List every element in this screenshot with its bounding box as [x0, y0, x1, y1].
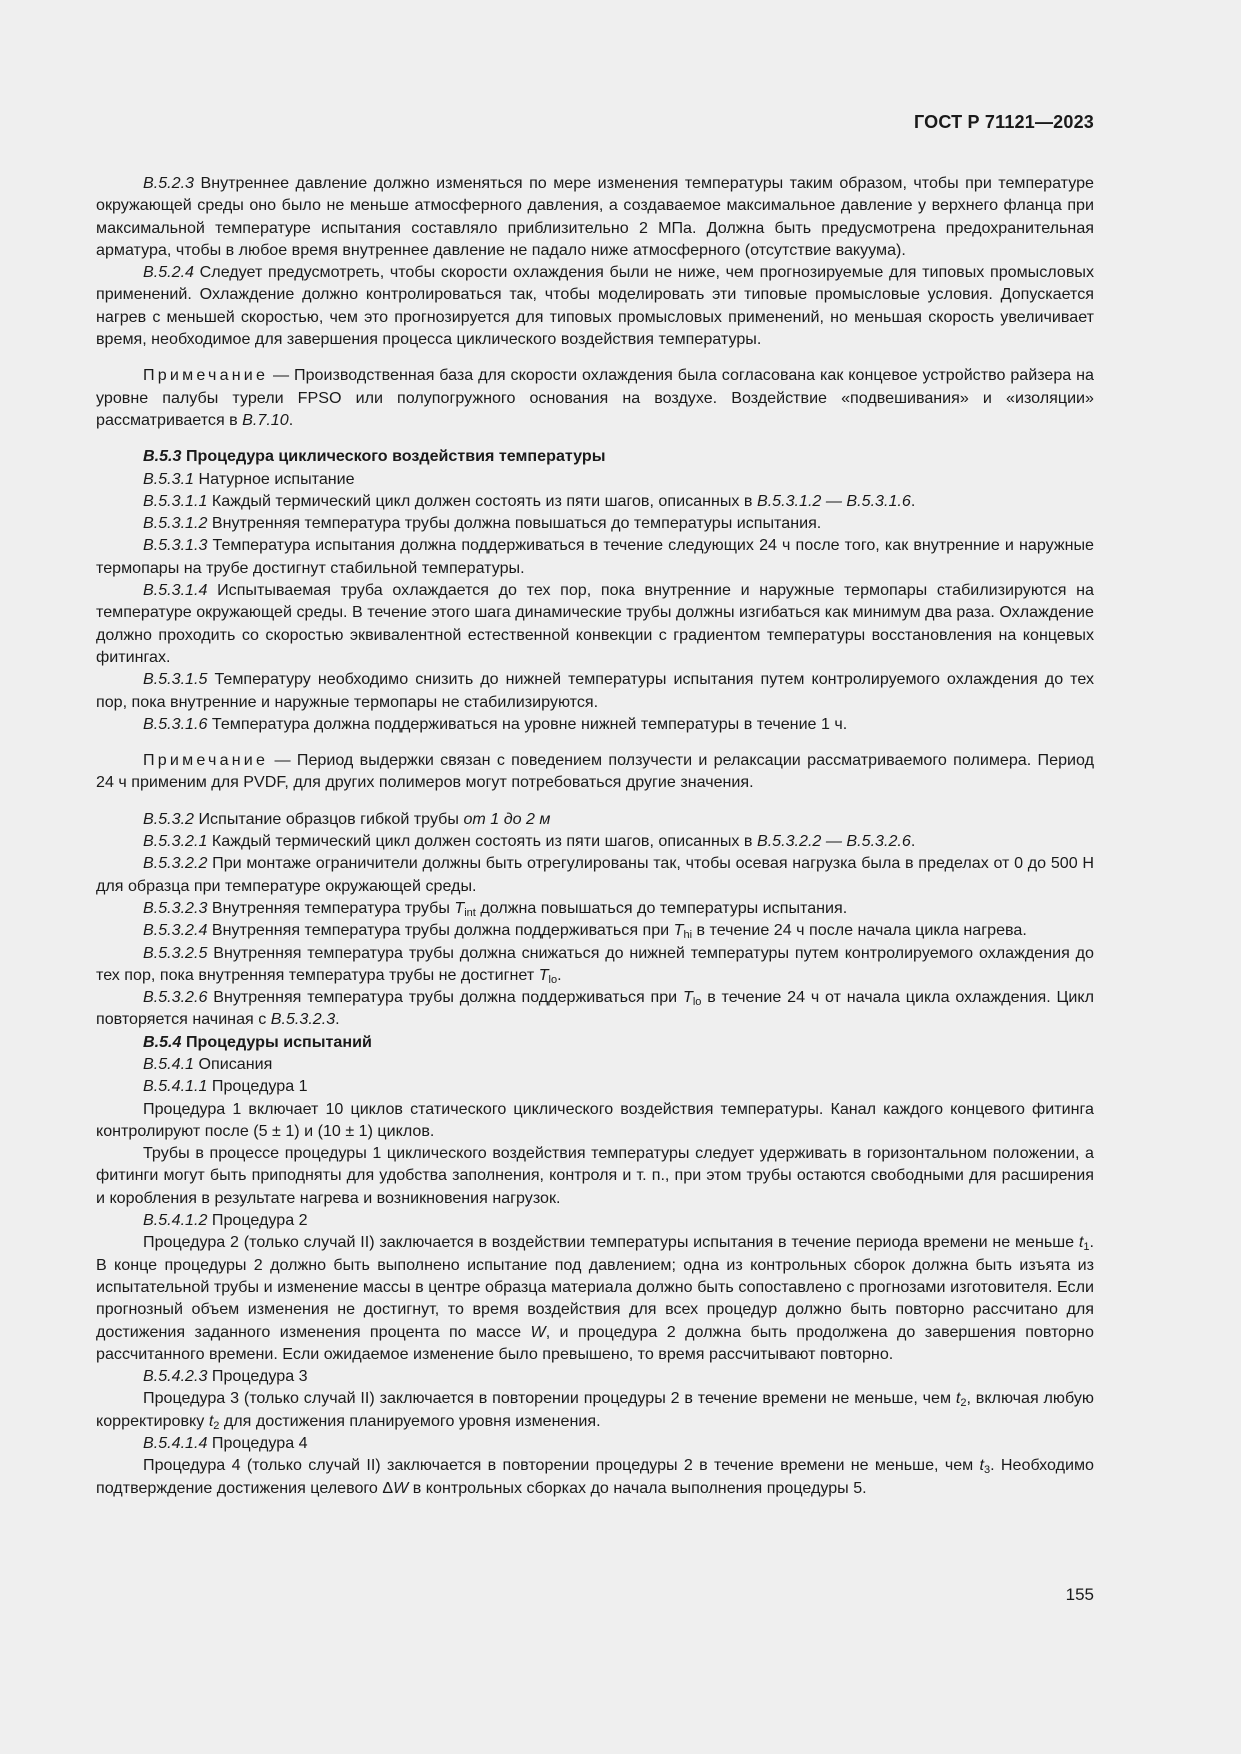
- symbol: T: [682, 988, 693, 1007]
- paragraph-b5-3-2-2: [96, 852, 1094, 897]
- clause-number: В.5.3.1.6: [143, 714, 208, 733]
- clause-number: В.5.3.2.1: [143, 832, 208, 851]
- cross-reference: В.5.3.2.3: [270, 1010, 336, 1029]
- paragraph-b5-3-1-2: [96, 512, 1094, 534]
- symbol-subscript: hi: [683, 929, 693, 942]
- section-title: Процедура циклического воздействия температуры: [181, 447, 606, 466]
- paragraph-tail: для достижения планируемого уровня изменения.: [219, 1411, 601, 1430]
- clause-number: В.5.3: [143, 447, 182, 466]
- document-id-header: ГОСТ Р 71121—2023: [913, 112, 1094, 132]
- paragraph-text: — Производственная база для скорости охлаждения была согласована как концевое устройство райзера на уровне палубы турели FPSO или полупогружного основания на воздухе. Воздействие «подвешивания» и «изоляции» рассматривается в: [96, 366, 1094, 429]
- note-paragraph-1: [96, 364, 1094, 431]
- clause-number: В.5.3.1.4: [143, 581, 208, 600]
- paragraph-text: Процедура 2: [207, 1211, 308, 1230]
- paragraph-text: Каждый термический цикл должен состоять из пяти шагов, описанных в: [207, 491, 757, 510]
- paragraph-tail: в течение 24 ч после начала цикла нагрева.: [692, 921, 1027, 940]
- symbol: t: [955, 1389, 961, 1408]
- symbol-subscript: 2: [960, 1397, 967, 1410]
- symbol-subscript: lo: [548, 973, 558, 986]
- paragraph-procedure-1-desc: [96, 1098, 1094, 1143]
- cross-reference: В.5.3.2.2 — В.5.3.2.6: [756, 832, 911, 851]
- paragraph-text: Испытание образцов гибкой трубы: [194, 809, 464, 828]
- paragraph-text: Процедура 4: [207, 1434, 308, 1453]
- paragraph-text: Температура испытания должна поддерживаться в течение следующих 24 ч после того, как внутренние и наружные термопары на трубе достигнут стабильной температуры.: [96, 536, 1094, 577]
- paragraph-b5-2-3: [96, 172, 1094, 261]
- paragraph-b5-3-2-5: [96, 942, 1094, 987]
- length-range: от 1 до 2 м: [463, 809, 551, 828]
- clause-number: В.5.2.4: [143, 263, 195, 282]
- paragraph-b5-3-2-6: [96, 986, 1094, 1031]
- symbol-subscript: 1: [1083, 1241, 1090, 1254]
- cross-reference: В.5.3.1.2 — В.5.3.1.6: [756, 491, 911, 510]
- clause-number: В.5.4.2.3: [143, 1367, 208, 1386]
- paragraph-text: Внутренняя температура трубы должна повышаться до температуры испытания.: [207, 514, 822, 533]
- paragraph-text: Температура должна поддерживаться на уровне нижней температуры в течение 1 ч.: [207, 714, 848, 733]
- paragraph-text: Процедура 1 включает 10 циклов статического циклического воздействия температуры. Канал каждого концевого фитинга контролируют после (5 ± 1) и (10 ± 1) циклов.: [96, 1099, 1094, 1140]
- clause-number: В.5.4.1.4: [143, 1434, 208, 1453]
- symbol: W: [393, 1478, 409, 1497]
- clause-number: В.5.4.1.2: [143, 1211, 208, 1230]
- clause-number: В.5.3.1.1: [143, 491, 208, 510]
- paragraph-b5-3-2-4: [96, 919, 1094, 941]
- note-label: Примечание: [143, 751, 269, 770]
- clause-number: В.5.3.2: [143, 809, 195, 828]
- symbol-subscript: int: [464, 906, 476, 919]
- paragraph-b5-3-1-1: [96, 490, 1094, 512]
- paragraph-procedure-1-pipes: [96, 1142, 1094, 1209]
- paragraph-b5-3-1-4: [96, 579, 1094, 668]
- section-title: Процедуры испытаний: [181, 1032, 372, 1051]
- paragraph-text: Внутренняя температура трубы должна поддерживаться при: [207, 988, 683, 1007]
- symbol-subscript: lo: [692, 996, 702, 1009]
- paragraph-text: Внутренняя температура трубы должна снижаться до нижней температуры путем контролируемого охлаждения до тех пор, пока внутренняя температура трубы не достигнет: [96, 943, 1094, 984]
- symbol: t: [979, 1456, 985, 1475]
- symbol: t: [1078, 1233, 1084, 1252]
- symbol-subscript: 2: [213, 1419, 220, 1432]
- paragraph-b5-3-1-6: [96, 713, 1094, 735]
- paragraph-text: Внутреннее давление должно изменяться по мере изменения температуры таким образом, чтобы при температуре окружающей среды оно было не меньше атмосферного давления, а создаваемое максимальное давление у верхнего фланца при максимальной температуре испытания составляло приблизительно 2 МПа. Должна быть предусмотрена предохранительная арматура, чтобы в любое время внутреннее давление не падало ниже атмосферного (отсутствие вакуума).: [96, 174, 1094, 259]
- paragraph-tail: в контрольных сборках до начала выполнения процедуры 5.: [408, 1478, 867, 1497]
- paragraph-tail: в течение 24 ч от начала цикла охлаждения. Цикл повторяется начиная с: [96, 988, 1094, 1029]
- paragraph-procedure-3-desc: [96, 1387, 1094, 1432]
- section-heading-b5-4: [96, 1031, 1094, 1053]
- symbol: T: [454, 898, 465, 917]
- paragraph-b5-4-1: [96, 1053, 1094, 1075]
- paragraph-b5-4-2-3: [96, 1365, 1094, 1387]
- paragraph-b5-2-4: [96, 261, 1094, 350]
- paragraph-b5-4-1-4: [96, 1432, 1094, 1454]
- symbol-subscript: 3: [984, 1464, 991, 1477]
- paragraph-text: Натурное испытание: [194, 469, 355, 488]
- paragraph-b5-3-1: [96, 468, 1094, 490]
- paragraph-b5-3-1-5: [96, 668, 1094, 713]
- paragraph-text: Процедура 3 (только случай II) заключается в повторении процедуры 2 в течение времени не меньше, чем: [143, 1389, 956, 1408]
- clause-number: В.5.3.1: [143, 469, 195, 488]
- clause-number: В.5.3.2.3: [143, 898, 208, 917]
- clause-number: В.5.2.3: [143, 174, 195, 192]
- paragraph-text: Следует предусмотреть, чтобы скорости охлаждения были не ниже, чем прогнозируемые для типовых промысловых применений. Охлаждение должно контролироваться так, чтобы моделировать эти типовые промысловые условия. Допускается нагрев с меньшей скоростью, чем это прогнозируется для типовых промысловых применений, но меньшая скорость увеличивает время, необходимое для завершения процесса циклического воздействия температуры.: [96, 263, 1094, 349]
- clause-number: В.5.3.2.5: [143, 943, 208, 962]
- paragraph-b5-3-2-1: [96, 830, 1094, 852]
- clause-number: В.5.4: [143, 1032, 182, 1051]
- symbol: T: [538, 965, 549, 984]
- paragraph-text: При монтаже ограничители должны быть отрегулированы так, чтобы осевая нагрузка была в пределах от 0 до 500 Н для образца при температуре окружающей среды.: [96, 854, 1094, 895]
- paragraph-b5-3-2: [96, 808, 1094, 830]
- cross-reference: В.7.10: [242, 410, 289, 429]
- paragraph-tail: . Необходимо подтверждение достижения целевого Δ: [96, 1456, 1095, 1497]
- paragraph-text: Процедура 1: [207, 1077, 308, 1096]
- note-label: Примечание: [143, 366, 269, 385]
- clause-number: В.5.3.1.3: [143, 536, 208, 555]
- clause-number: В.5.4.1.1: [143, 1077, 208, 1096]
- page-number: 155: [1065, 1585, 1094, 1604]
- paragraph-text: Внутренняя температура трубы: [207, 898, 455, 917]
- clause-number: В.5.3.1.5: [143, 670, 208, 689]
- paragraph-tail: , и процедура 2 должна быть продолжена до завершения повторно рассчитанного времени. Если ожидаемое изменение было превышено, то время рассчитывают повторно.: [96, 1322, 1094, 1363]
- note-paragraph-2: [96, 749, 1094, 794]
- symbol: W: [530, 1322, 546, 1341]
- paragraph-tail: . В конце процедуры 2 должно быть выполнено испытание под давлением; одна из контрольных сборок должна быть изъята из испытательной трубы и изменение массы в центре образца материала должно быть сопоставлено с прогнозами изготовителя. Если прогнозный объем изменения не достигнут, то время воздействия для всех процедур должно быть повторно рассчитано для достижения заданного изменения процента по массе: [96, 1233, 1094, 1341]
- paragraph-b5-4-1-2: [96, 1209, 1094, 1231]
- paragraph-b5-3-1-3: [96, 534, 1094, 579]
- clause-number: В.5.3.2.4: [143, 921, 208, 940]
- paragraph-b5-4-1-1: [96, 1075, 1094, 1097]
- paragraph-tail: должна повышаться до температуры испытания.: [475, 898, 848, 917]
- section-heading-b5-3: [96, 445, 1094, 467]
- paragraph-text: Процедура 2 (только случай II) заключается в воздействии температуры испытания в течение периода времени не меньше: [143, 1233, 1079, 1252]
- paragraph-text: Температуру необходимо снизить до нижней температуры испытания путем контролируемого охлаждения до тех пор, пока внутренние и наружные термопары не стабилизируются.: [96, 670, 1094, 711]
- paragraph-tail: .: [910, 491, 916, 510]
- clause-number: В.5.3.1.2: [143, 514, 208, 533]
- paragraph-text: Испытываемая труба охлаждается до тех пор, пока внутренние и наружные термопары стабилизируются на температуре окружающей среды. В течение этого шага динамические трубы должны изгибаться как минимум два раза. Охлаждение должно проходить со скоростью эквивалентной естественной конвекции с градиентом температуры восстановления на концевых фитингах.: [96, 581, 1094, 666]
- paragraph-text: Трубы в процессе процедуры 1 циклического воздействия температуры следует удерживать в горизонтальном положении, а фитинги могут быть приподняты для удобства заполнения, контроля и т. п., при этом трубы остаются свободными для расширения и коробления в результате нагрева и возникновения нагрузок.: [96, 1144, 1094, 1207]
- symbol: T: [673, 921, 684, 940]
- symbol: t: [208, 1411, 214, 1430]
- paragraph-text: Процедура 3: [207, 1367, 308, 1386]
- paragraph-tail: .: [910, 832, 916, 851]
- paragraph-procedure-4-desc: [96, 1454, 1094, 1499]
- paragraph-text: Описания: [194, 1054, 273, 1073]
- paragraph-procedure-2-desc: [96, 1231, 1094, 1365]
- clause-number: В.5.3.2.6: [143, 988, 208, 1007]
- document-body: [96, 172, 1094, 1499]
- paragraph-tail: .: [335, 1010, 340, 1029]
- paragraph-b5-3-2-3: [96, 897, 1094, 919]
- clause-number: В.5.4.1: [143, 1054, 195, 1073]
- paragraph-text: — Период выдержки связан с поведением ползучести и релаксации рассматриваемого полимера. Период 24 ч применим для PVDF, для других полимеров могут потребоваться другие значения.: [96, 751, 1094, 792]
- clause-number: В.5.3.2.2: [143, 854, 208, 873]
- paragraph-tail: , включая любую корректировку: [96, 1389, 1094, 1430]
- paragraph-text: Процедура 4 (только случай II) заключается в повторении процедуры 2 в течение времени не меньше, чем: [143, 1456, 980, 1475]
- paragraph-tail: .: [557, 965, 562, 984]
- paragraph-tail: .: [288, 410, 294, 429]
- paragraph-text: Каждый термический цикл должен состоять из пяти шагов, описанных в: [207, 832, 757, 851]
- paragraph-text: Внутренняя температура трубы должна поддерживаться при: [207, 921, 674, 940]
